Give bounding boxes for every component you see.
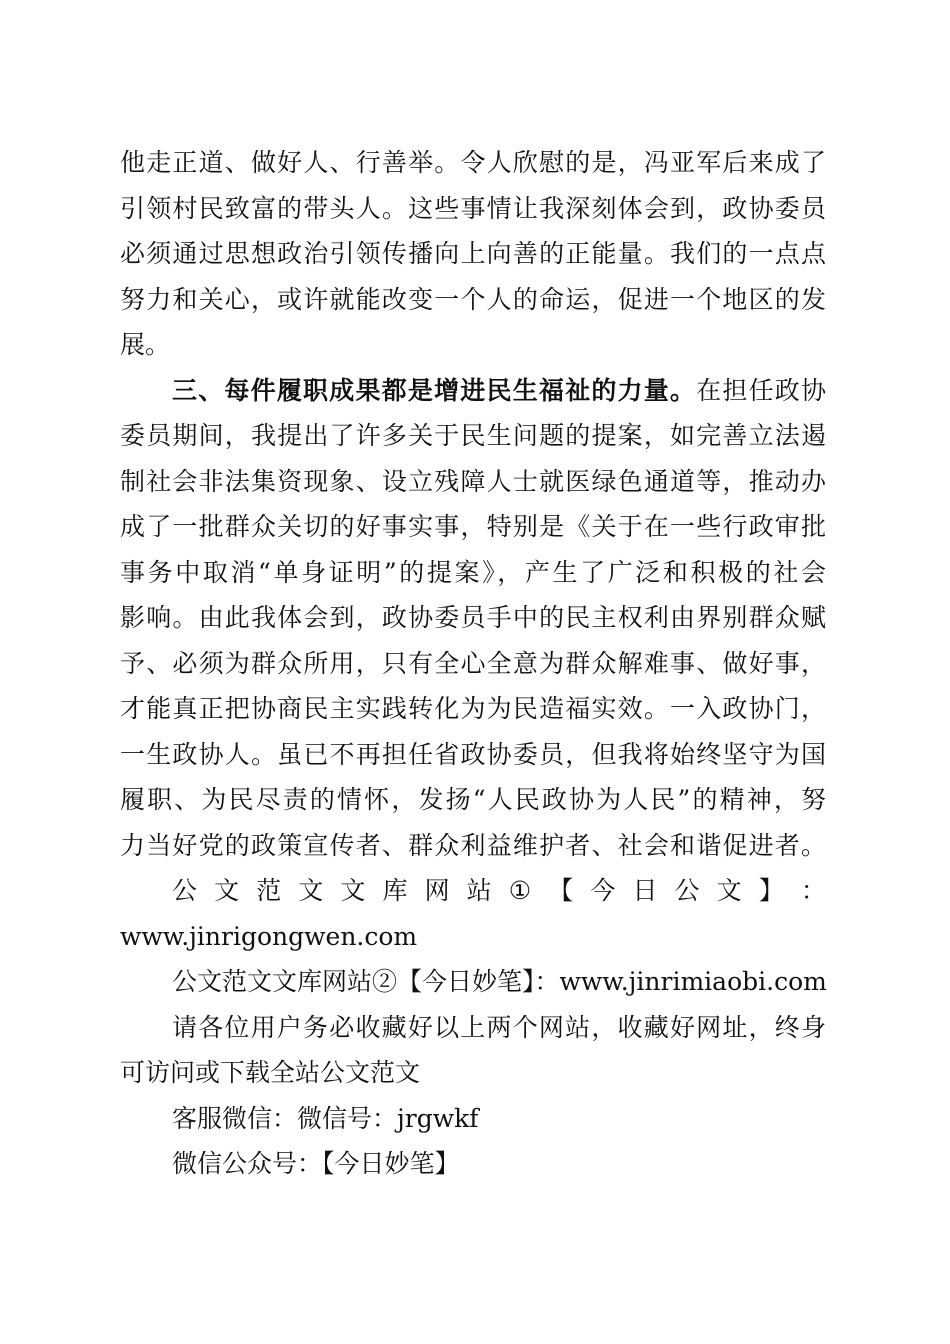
site1-char: 公 [172,876,198,905]
document-page [120,140,826,1187]
text-line: 影响。由此我体会到，政协委员手中的民主权利由界别群众赋 [120,603,826,632]
site1-char: ： [800,876,826,905]
notice-line: 请各位用户务必收藏好以上两个网站，收藏好网址，终身 [172,1012,826,1042]
wechat-service-line: 客服微信：微信号：jrgwkf [172,1103,479,1133]
section-heading: 三、每件履职成果都是增进民生福祉的力量。 [172,375,697,405]
text-line: 制社会非法集资现象、设立残障人士就医绿色通道等，推动办 [120,466,826,496]
text-line: 委员期间，我提出了许多关于民生问题的提案，如完善立法遏 [120,421,826,450]
site1-char: 今 [590,876,616,905]
site1-url[interactable]: www.jinrigongwen.com [120,921,418,951]
notice-line: 可访问或下载全站公文范文 [120,1058,421,1087]
site1-char: 范 [256,876,282,905]
text-line: 力当好党的政策宣传者、群众利益维护者、社会和谐促进者。 [120,830,826,860]
heading-tail-text: 在担任政协 [696,375,826,405]
site1-line [120,868,826,914]
site1-char: 站 [466,876,492,905]
paragraph-moral-guidance [120,140,826,368]
site1-char: 日 [632,876,658,905]
site1-char: 文 [340,876,366,905]
text-line: 予、必须为群众所用，只有全心全意为群众解难事、做好事， [120,648,826,678]
wechat-official-line: 微信公众号：【今日妙笔】 [172,1149,460,1178]
site1-char: 库 [382,876,408,905]
site1-char: ① [508,876,532,905]
text-line: 事务中取消“单身证明”的提案》，产生了广泛和积极的社会 [120,557,826,587]
footer-site-info [120,868,826,1187]
text-line: 才能真正把协商民主实践转化为为民造福实效。一入政协门， [120,694,826,723]
text-line: 他走正道、做好人、行善举。令人欣慰的是，冯亚军后来成了 [120,148,826,177]
text-line: 履职、为民尽责的情怀，发扬“人民政协为人民”的精神，努 [120,785,826,814]
site1-char: 文 [716,876,742,905]
text-line: 必须通过思想政治引领传播向上向善的正能量。我们的一点点 [120,239,826,268]
site1-char: 文 [214,876,240,905]
text-line: 成了一批群众关切的好事实事，特别是《关于在一些行政审批 [120,512,826,541]
site2-line[interactable]: 公文范文文库网站②【今日妙笔】：www.jinrimiaobi.com [172,967,827,996]
text-line: 展。 [120,330,171,359]
site1-char: 】 [758,876,784,905]
text-line: 一生政协人。虽已不再担任省政协委员，但我将始终坚守为国 [120,739,826,769]
site1-char: 网 [424,876,450,905]
paragraph-livelihood [120,368,826,869]
site1-char: 【 [548,876,574,905]
text-line: 引领村民致富的带头人。这些事情让我深刻体会到，政协委员 [120,193,826,223]
site1-char: 公 [674,876,700,905]
site1-char: 文 [298,876,324,905]
heading-line [120,368,826,414]
text-line: 努力和关心，或许就能改变一个人的命运，促进一个地区的发 [120,284,826,314]
